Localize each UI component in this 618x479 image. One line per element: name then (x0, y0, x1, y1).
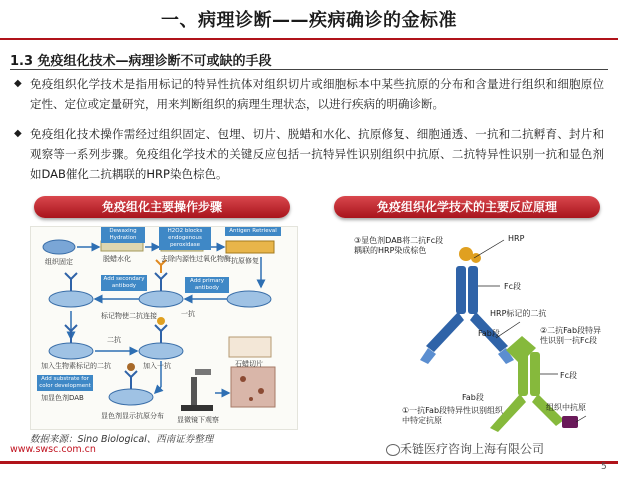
label-fab-bottom: Fab段 (462, 393, 484, 402)
diamond-bullet-icon: ◆ (14, 128, 22, 139)
page-title: 一、病理诊断——疾病确诊的金标准 (161, 10, 457, 31)
caption-paraffin: 石蜡切片 (235, 360, 263, 368)
subtitle-divider (10, 69, 608, 70)
caption-marker: 标记物使二抗连接 (101, 312, 157, 320)
label-fc-top: Fc段 (504, 282, 521, 291)
website-link[interactable]: www.swsc.com.cn (10, 444, 96, 455)
label-fab-top: Fab段 (478, 329, 500, 338)
label-step2-secondary: ②二抗Fab段特异性识别一抗Fc段 (540, 326, 602, 345)
caption-biotin-secondary: 加入生物素标记的二抗 (41, 362, 111, 370)
label-hrp-secondary: HRP标记的二抗 (490, 309, 547, 318)
step-primary-antibody: Add primary antibody (185, 277, 229, 293)
footer-divider (0, 461, 618, 464)
label-antigen: 组织中抗原 (546, 403, 586, 412)
bullet-text: 免疫组织化学技术是指用标记的特异性抗体对组织切片或细胞标本中某些抗原的分布和含量进行组织和细胞原位定性、定位或定量研究，用来判断组织的病理生理状态，以进行疾病的明确诊断。 (30, 77, 604, 111)
banner-ihc-principle: 免疫组织化学技术的主要反应原理 (334, 196, 600, 218)
ihc-workflow-figure (30, 226, 298, 430)
caption-peroxidase-cn: 去除内源性过氧化物酶 (161, 255, 231, 263)
step-dewaxing: Dewaxing Hydration (101, 227, 145, 243)
hrp-dot (459, 247, 473, 261)
wechat-icon (386, 444, 400, 456)
step-substrate: Add substrate for color development (37, 375, 93, 391)
diamond-bullet-icon: ◆ (14, 78, 22, 89)
caption-retrieval-cn: 抗原修复 (231, 257, 259, 265)
label-step1-primary: ①一抗Fab段特异性识别组织中特定抗原 (402, 406, 504, 425)
caption-secondary: 二抗 (107, 336, 121, 344)
ihc-principle-diagram (340, 224, 608, 434)
label-step3-dab: ③显色剂DAB将二抗Fc段耦联的HRP染成棕色 (354, 236, 444, 255)
label-hrp: HRP (508, 234, 525, 243)
caption-dewax-cn: 脱蜡水化 (103, 255, 131, 263)
caption-color-distribution: 显色剂显示抗原分布 (101, 412, 164, 420)
bullet-text: 免疫组化技术操作需经过组织固定、包埋、切片、脱蜡和水化、抗原修复、细胞通透、一抗和二抗孵育、封片和观察等一系列步骤。免疫组化学技术的关键反应包括一抗特异性识别组织中抗原、二抗特异性识别一抗和显色剂如DAB催化二抗耦联的HRP染色棕色。 (30, 127, 604, 181)
title-divider (0, 38, 618, 40)
bullet-procedure (14, 124, 604, 184)
bullet-definition (14, 74, 604, 114)
label-fc-mid: Fc段 (560, 371, 577, 380)
step-antigen-retrieval: Antigen Retrieval (225, 227, 281, 236)
caption-primary: 一抗 (181, 310, 195, 318)
caption-add-primary: 加入一抗 (143, 362, 171, 370)
step-secondary-antibody: Add secondary antibody (101, 275, 147, 291)
caption-fixation: 组织固定 (45, 258, 73, 266)
antigen-block (562, 416, 578, 428)
section-subtitle: 1.3 免疫组化技术—病理诊断不可或缺的手段 (10, 54, 272, 69)
page-number: 5 (601, 462, 607, 472)
watermark-text: 禾链医疗咨询上海有限公司 (400, 442, 545, 456)
caption-add-dab: 加显色剂DAB (41, 394, 84, 402)
banner-ihc-steps: 免疫组化主要操作步骤 (34, 196, 290, 218)
step-peroxidase: H2O2 blocks endogenous peroxidase (159, 227, 211, 250)
data-source: 数据来源：Sino Biological、西南证券整理 (30, 434, 214, 445)
caption-microscope: 显微镜下观察 (177, 416, 219, 424)
